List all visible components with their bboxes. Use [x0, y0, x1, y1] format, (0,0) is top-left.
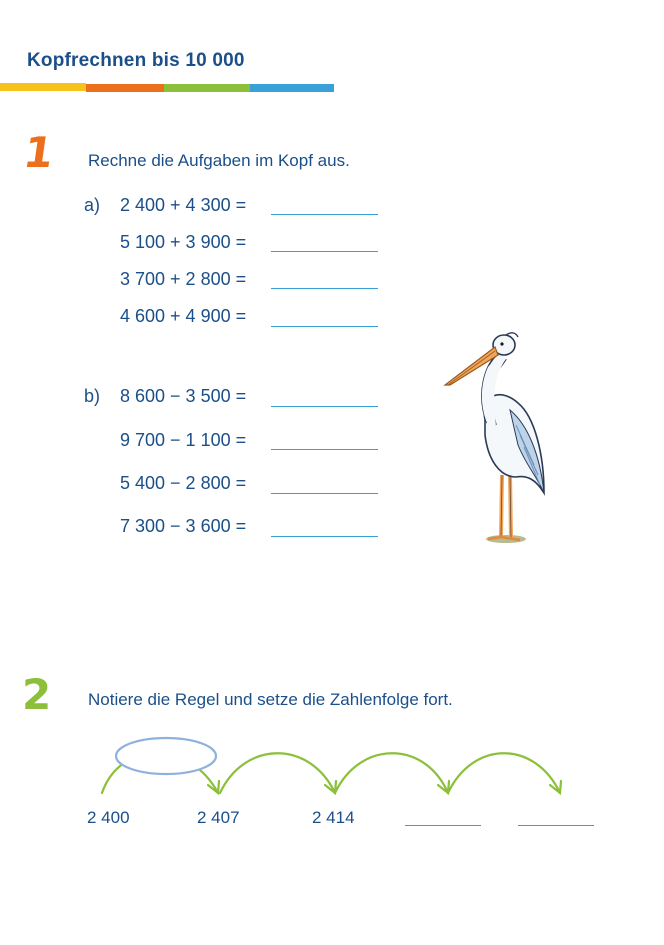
sequence-value-2: 2 407 — [197, 808, 240, 827]
answer-line-b1[interactable] — [271, 406, 378, 407]
page-title: Kopfrechnen bis 10 000 — [27, 50, 245, 71]
arc-4 — [448, 753, 560, 793]
header-bar-orange — [86, 84, 164, 92]
stork-illustration — [440, 325, 555, 550]
header-bar-yellow — [0, 83, 86, 91]
part-b-label: b) — [84, 386, 101, 406]
answer-line-b2[interactable] — [271, 449, 378, 450]
exercise-2-number: 2 — [22, 670, 52, 719]
answer-line-a2[interactable] — [271, 251, 378, 252]
task-b1: 8 600 − 3 500 = — [120, 386, 247, 406]
task-a1: 2 400 + 4 300 = — [120, 195, 247, 215]
task-a3: 3 700 + 2 800 = — [120, 269, 247, 289]
sequence-blank-2[interactable] — [518, 825, 594, 826]
exercise-1-number: 1 — [20, 128, 57, 177]
sequence-blank-1[interactable] — [405, 825, 481, 826]
task-a4: 4 600 + 4 900 = — [120, 306, 247, 326]
task-a2: 5 100 + 3 900 = — [120, 232, 247, 252]
arc-2 — [220, 753, 335, 793]
task-b3: 5 400 − 2 800 = — [120, 473, 247, 493]
sequence-value-1: 2 400 — [87, 808, 130, 827]
arc-3 — [335, 753, 448, 793]
task-b2: 9 700 − 1 100 = — [120, 430, 247, 450]
answer-line-a3[interactable] — [271, 288, 378, 289]
part-a-label: a) — [84, 195, 101, 215]
exercise-2-instruction: Notiere die Regel und setze die Zahlenfolge fort. — [88, 690, 453, 709]
task-b4: 7 300 − 3 600 = — [120, 516, 247, 536]
sequence-arcs — [80, 725, 580, 805]
exercise-1-instruction: Rechne die Aufgaben im Kopf aus. — [88, 151, 350, 170]
header-bar-blue — [250, 84, 334, 92]
rule-ellipse — [116, 738, 216, 774]
answer-line-b3[interactable] — [271, 493, 378, 494]
answer-line-b4[interactable] — [271, 536, 378, 537]
answer-line-a1[interactable] — [271, 214, 378, 215]
answer-line-a4[interactable] — [271, 326, 378, 327]
sequence-value-3: 2 414 — [312, 808, 355, 827]
header-bar-green — [164, 84, 250, 92]
